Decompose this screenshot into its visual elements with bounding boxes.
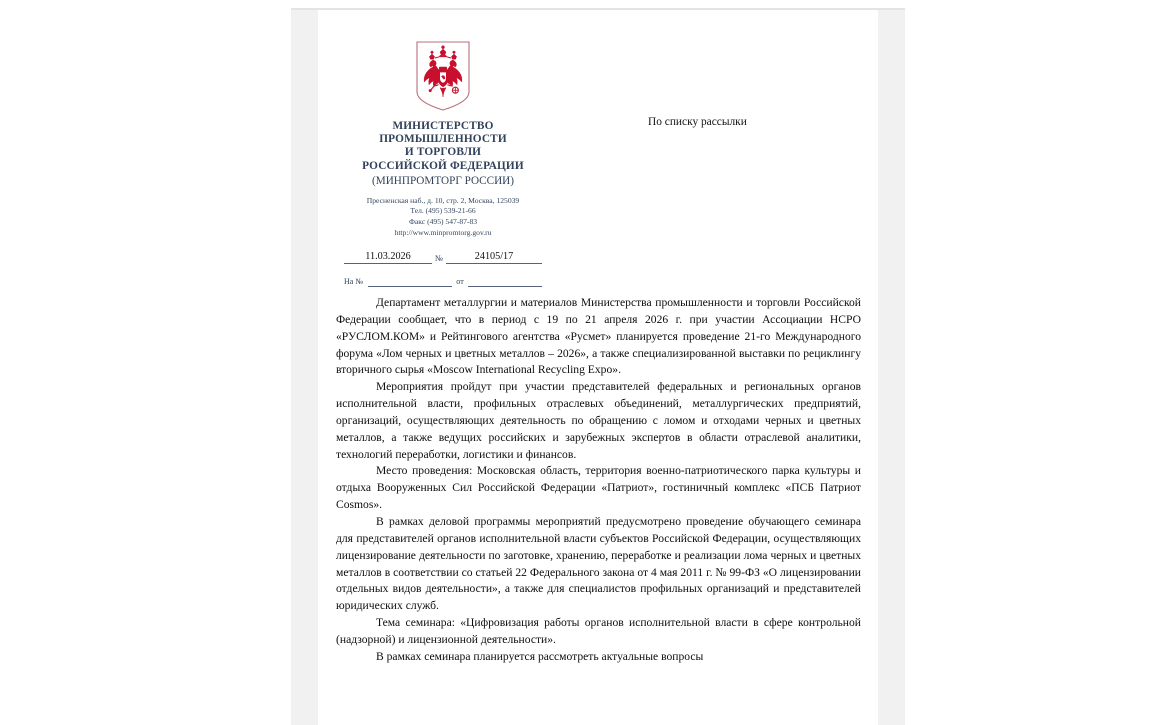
reply-to-value xyxy=(368,276,452,287)
letter-body xyxy=(336,295,861,666)
body-paragraph-2: Мероприятия пройдут при участии представителей федеральных и региональных органов исполнительной власти, профильных отраслевых объединений, металлургических предприятий, организаций, осуществляющих деятельность по обращению с ломом и отходами черных и цветных металлов, а также ведущих российских и зарубежных экспертов в области отраслевой аналитики, технологий переработки, логистики и финансов. xyxy=(336,380,861,461)
ministry-title-line-3: И ТОРГОВЛИ xyxy=(404,146,482,159)
contact-phone: Тел. (495) 539-21-66 xyxy=(410,206,476,216)
russian-coat-of-arms-icon xyxy=(413,40,473,112)
body-paragraph-5: Тема семинара: «Цифровизация работы органов исполнительной власти в сфере контрольной (надзорной) и лицензионной деятельности». xyxy=(336,616,861,646)
ministry-title-line-1: МИНИСТЕРСТВО xyxy=(392,120,494,132)
contact-website: http://www.minpromtorg.gov.ru xyxy=(394,227,492,237)
body-paragraph-3: Место проведения: Московская область, территория военно-патриотического парка культуры и отдыха Вооруженных Сил Российской Федерации «Патриот», гостиничный комплекс «ПСБ Патриот Cosmos». xyxy=(336,464,861,512)
contact-fax: Факс (495) 547-87-83 xyxy=(408,217,478,226)
letterhead xyxy=(318,10,568,287)
requisites-row-date-number xyxy=(324,248,562,264)
ministry-title-line-2: ПРОМЫШЛЕННОСТИ xyxy=(379,133,507,146)
contact-address: Пресненская наб., д. 10, стр. 2, Москва, 125039 xyxy=(366,195,520,205)
addressee-block: По списку рассылки xyxy=(648,116,747,128)
reply-date-label: от xyxy=(456,277,464,287)
requisites-row-reply xyxy=(324,273,562,287)
letter-requisites xyxy=(318,248,568,287)
body-paragraph-6: В рамках семинара планируется рассмотреть актуальные вопросы xyxy=(376,649,704,663)
ministry-title xyxy=(318,120,568,173)
body-paragraph-1: Департамент металлургии и материалов Министерства промышленности и торговли Российской Федерации сообщает, что в период с 19 по 21 апреля 2026 г. при участии Ассоциации НСРО «РУСЛОМ.КОМ» и Рейтингового агентства «Русмет» планируется проведение 21-го Международного форума «Лом черных и цветных металлов – 2026», а также специализированной выставки по рециклингу вторичного сырья «Moscow International Recycling Expo». xyxy=(336,296,861,377)
ministry-title-line-4: РОССИЙСКОЙ ФЕДЕРАЦИИ xyxy=(362,159,524,172)
number-sign-label: № xyxy=(435,254,443,264)
letter-number-value: 24105/17 xyxy=(446,251,542,264)
document-page xyxy=(318,10,878,725)
letterhead-contacts xyxy=(318,196,568,238)
ministry-short-name: (МИНПРОМТОРГ РОССИИ) xyxy=(372,174,514,187)
letter-date-value: 11.03.2026 xyxy=(344,251,432,264)
reply-date-value xyxy=(468,276,542,287)
body-paragraph-4: В рамках деловой программы мероприятий предусмотрено проведение обучающего семинара для представителей органов исполнительной власти субъектов Российской Федерации, осуществляющих лицензирование деятельности по заготовке, хранению, переработке и реализации лома черных и цветных металлов в соответствии со статьей 22 Федерального закона от 4 мая 2011 г. № 99-ФЗ «О лицензировании отдельных видов деятельности», а также для специалистов профильных организаций и представителей юридических служб. xyxy=(336,514,861,613)
reply-to-label: На № xyxy=(344,277,363,287)
